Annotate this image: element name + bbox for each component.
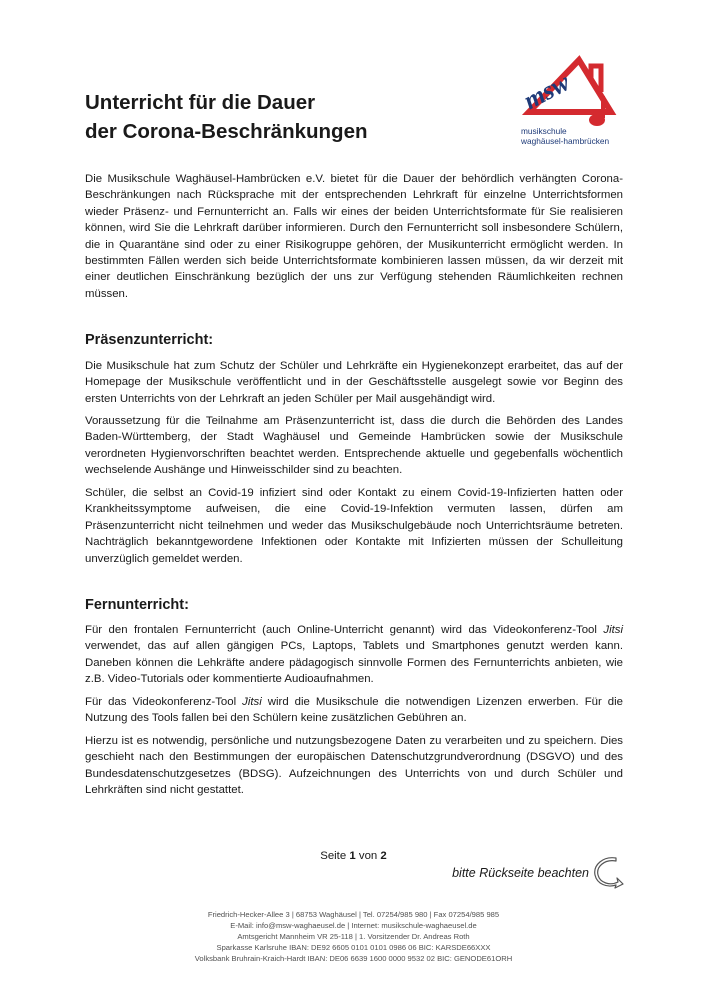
title-line-1: Unterricht für die Dauer (85, 91, 316, 114)
tool-name: Jitsi (242, 696, 262, 708)
intro-paragraph: Die Musikschule Waghäusel-Hambrücken e.V. bietet für die Dauer der behördlich verhängten Corona-Beschränkungen nach Rücksprache mit der entsprechenden Lehrkraft für einzelne Unterrichtsformen wieder Präsenz- und Fernunterricht an. Falls wir eines der beiden Unterrichtsformate für Sie realisieren können, wird Sie die Lehrkraft darüber informieren. Durch den Fernunterricht soll insbesondere Schülern, die in Quarantäne sind oder zu einer Risikogruppe gehören, der Musikunterricht ermöglicht werden. In bestimmten Fällen werden sich beide Unterrichtsformate kombinieren lassen müssen, da wir derzeit mit einer deutlichen Einschränkung bezüglich der uns zur Verfügung stehenden Räumlichkeiten rechnen müssen. (85, 173, 623, 300)
fern-paragraph-3: Hierzu ist es notwendig, persönliche und nutzungsbezogene Daten zu verarbeiten und zu speichern. Dies geschieht nach den Bestimmungen der europäischen Datenschutzgrundverordnung (DSGVO) und des Bundesdatenschutzgesetzes (BDSG). Aufzeichnungen des Unterrichts von und durch Schüler und Lehrkräften sind nicht gestattet. (85, 735, 623, 797)
heading-fernunterricht: Fernunterricht: (85, 597, 189, 613)
logo-caption (521, 126, 609, 146)
footer-line-bank-1: Sparkasse Karlsruhe IBAN: DE92 6605 0101 0101 0986 06 BIC: KARSDE66XXX (216, 943, 491, 952)
praesenz-paragraph-2: Voraussetzung für die Teilnahme am Präsenzunterricht ist, dass die durch die Behörden des Landes Baden-Württemberg, der Stadt Waghäusel und Gemeinde Hambrücken sowie der Musikschule verordneten Hygienvorschriften beachtet werden. Entsprechende aktuelle und gegebenfalls wöchentlich wechselende Aushänge und Hinweisschilder sind zu beachten. (85, 415, 623, 477)
page-number: Seite 1 von 2 (320, 850, 387, 862)
logo-line-2: waghäusel-hambrücken (521, 136, 610, 146)
heading-praesenzunterricht: Präsenzunterricht: (85, 332, 214, 348)
fern-paragraph-2: Für das Videokonferenz-Tool Jitsi wird die Musikschule die notwendigen Lizenzen erwerben. Für die Nutzung des Tools fallen bei den Schülern keine zusätzlichen Gebühren an. (85, 696, 623, 725)
footer-line-contact: E-Mail: info@msw-waghaeusel.de | Internet: musikschule-waghaeusel.de (230, 921, 477, 930)
fern-paragraph-1: Für den frontalen Fernunterricht (auch Online-Unterricht genannt) wird das Videokonferenz-Tool Jitsi verwendet, das auf allen gängigen PCs, Laptops, Tablets und Smartphones genutzt werden kann. Daneben können die Lehkräfte andere pädagogisch sinnvolle Formen des Fernunterrichts anbieten, wie z.B. Video-Tutorials oder kommentierte Audioaufnahmen. (85, 624, 623, 686)
footer-line-address: Friedrich-Hecker-Allee 3 | 68753 Waghäusel | Tel. 07254/985 980 | Fax 07254/985 985 (207, 910, 500, 919)
praesenz-paragraph-1: Die Musikschule hat zum Schutz der Schüler und Lehrkräfte ein Hygienekonzept erarbeitet, das auf der Homepage der Musikschule veröffentlicht und in der Geschäftsstelle ausgelegt sowie vor Beginn des ersten Unterrichts von der Lehrkraft an jeden Schüler per Mail ausgehändigt wird. (85, 360, 623, 405)
page-title (85, 88, 368, 146)
tool-name: Jitsi (603, 624, 623, 636)
title-line-2: der Corona-Beschränkungen (85, 120, 368, 143)
footer-line-register: Amtsgericht Mannheim VR 25-118 | 1. Vorsitzender Dr. Andreas Roth (237, 932, 470, 941)
footer (0, 909, 707, 964)
logo-mark: msw (518, 67, 575, 116)
overleaf-note: bitte Rückseite beachten (452, 866, 589, 880)
logo-line-1: musikschule (521, 126, 567, 136)
footer-line-bank-2: Volksbank Bruhrain-Kraich-Hardt IBAN: DE06 6639 1600 0000 9532 02 BIC: GENODE61ORH (194, 954, 513, 963)
praesenz-paragraph-3: Schüler, die selbst an Covid-19 infiziert sind oder Kontakt zu einem Covid-19-Infizierten hatten oder Krankheitssymptome aufweisen, die eine Covid-19-Infektion vermuten lassen, dürfen am Präsenzunterricht nicht teilnehmen und weder das Musikschulgebäude noch Unterrichtsräume betreten. Nachträglich bekanntgewordene Infektionen oder Kontakte mit Infizierten müssen der Schulleitung unverzüglich gemeldet werden. (85, 487, 623, 565)
curved-arrow-icon (594, 857, 624, 889)
